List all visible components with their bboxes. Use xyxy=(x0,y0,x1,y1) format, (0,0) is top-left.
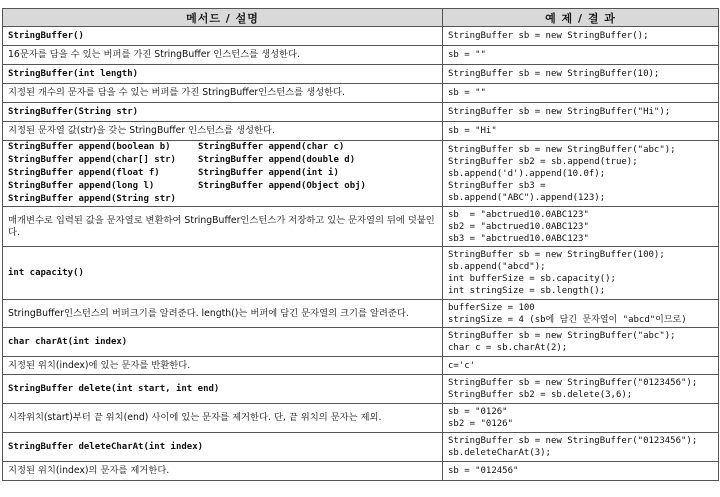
method-signature: StringBuffer(String str) xyxy=(3,103,443,122)
table-row xyxy=(3,300,719,328)
header-row xyxy=(3,9,719,27)
table-row xyxy=(3,357,719,375)
example-code: StringBuffer sb = new StringBuffer(10); xyxy=(443,65,719,84)
method-signature: StringBuffer append(char c) xyxy=(198,142,345,152)
table-row xyxy=(3,328,719,357)
append-overloads xyxy=(3,141,443,207)
method-signature: StringBuffer append(float f) xyxy=(8,168,160,178)
method-description: 지정된 문자열 값(str)을 갖는 StringBuffer 인스턴스를 생성한다. xyxy=(3,122,443,141)
method-signature: StringBuffer delete(int start, int end) xyxy=(3,375,443,404)
method-description: 지정된 위치(index)의 문자를 제거한다. xyxy=(3,462,443,481)
header-method: 메서드 / 설명 xyxy=(3,9,443,27)
method-signature: StringBuffer append(char[] str) xyxy=(8,155,176,165)
example-code: StringBuffer sb = new StringBuffer("Hi"); xyxy=(443,103,719,122)
method-signature: char charAt(int index) xyxy=(3,328,443,357)
table-row xyxy=(3,247,719,300)
table-row xyxy=(3,207,719,247)
method-description: 지정된 개수의 문자를 담을 수 있는 버퍼를 가진 StringBuffer인스턴스를 생성한다. xyxy=(3,84,443,103)
method-signature: StringBuffer append(int i) xyxy=(198,168,339,178)
table-row xyxy=(3,404,719,433)
method-signature: int capacity() xyxy=(3,247,443,300)
example-result: sb = "abctrued10.0ABC123" sb2 = "abctrued10.0ABC123" sb3 = "abctrued10.0ABC123" xyxy=(443,207,719,247)
example-result: bufferSize = 100 stringSize = 4 (sb에 담긴 문자열이 "abcd"이므로) xyxy=(443,300,719,328)
example-result: sb = "Hi" xyxy=(443,122,719,141)
method-signature: StringBuffer append(double d) xyxy=(198,155,356,165)
example-code: StringBuffer sb = new StringBuffer("0123456"); StringBuffer sb2 = sb.delete(3,6); xyxy=(443,375,719,404)
example-result: sb = "012456" xyxy=(443,462,719,481)
table-row xyxy=(3,122,719,141)
method-description: 16문자를 담을 수 있는 버퍼를 가진 StringBuffer 인스턴스를 생성한다. xyxy=(3,46,443,65)
header-example: 예 제 / 결 과 xyxy=(443,9,719,27)
table-row xyxy=(3,462,719,481)
method-signature: StringBuffer() xyxy=(3,27,443,46)
example-code: StringBuffer sb = new StringBuffer("0123456"); sb.deleteCharAt(3); xyxy=(443,433,719,462)
example-code: StringBuffer sb = new StringBuffer("abc"); char c = sb.charAt(2); xyxy=(443,328,719,357)
method-signature: StringBuffer(int length) xyxy=(3,65,443,84)
example-code: StringBuffer sb = new StringBuffer(100); sb.append("abcd"); int bufferSize = sb.capacity(); int stringSize = sb.length(); xyxy=(443,247,719,300)
example-result: sb = "0126" sb2 = "0126" xyxy=(443,404,719,433)
table-row xyxy=(3,84,719,103)
clipped-title-fragment xyxy=(0,0,720,8)
table-row xyxy=(3,375,719,404)
example-result: c='c' xyxy=(443,357,719,375)
table-row xyxy=(3,46,719,65)
method-description: StringBuffer인스턴스의 버퍼크기를 알려준다. length()는 버퍼에 담긴 문자열의 크기를 알려준다. xyxy=(3,300,443,328)
method-signature: StringBuffer append(long l) xyxy=(8,181,155,191)
method-description: 지정된 위치(index)에 있는 문자를 반환한다. xyxy=(3,357,443,375)
method-signature: StringBuffer append(boolean b) xyxy=(8,142,171,152)
example-code: StringBuffer sb = new StringBuffer(); xyxy=(443,27,719,46)
method-signature: StringBuffer append(Object obj) xyxy=(198,181,366,191)
table-row xyxy=(3,65,719,84)
stringbuffer-methods-table xyxy=(2,8,719,481)
example-result: sb = "" xyxy=(443,46,719,65)
method-signature: StringBuffer append(String str) xyxy=(8,194,176,204)
table-row xyxy=(3,433,719,462)
example-result: sb = "" xyxy=(443,84,719,103)
table-row xyxy=(3,27,719,46)
table-row xyxy=(3,141,719,207)
example-code: StringBuffer sb = new StringBuffer("abc"); StringBuffer sb2 = sb.append(true); sb.append('d').append(10.0f); StringBuffer sb3 = sb.append("ABC").append(123); xyxy=(443,141,719,207)
table-row xyxy=(3,103,719,122)
method-signature: StringBuffer deleteCharAt(int index) xyxy=(3,433,443,462)
method-description: 시작위치(start)부터 끝 위치(end) 사이에 있는 문자를 제거한다. 단, 끝 위치의 문자는 제외. xyxy=(3,404,443,433)
method-description: 매개변수로 입력된 값을 문자열로 변환하여 StringBuffer인스턴스가 저장하고 있는 문자열의 뒤에 덧붙인다. xyxy=(3,207,443,247)
